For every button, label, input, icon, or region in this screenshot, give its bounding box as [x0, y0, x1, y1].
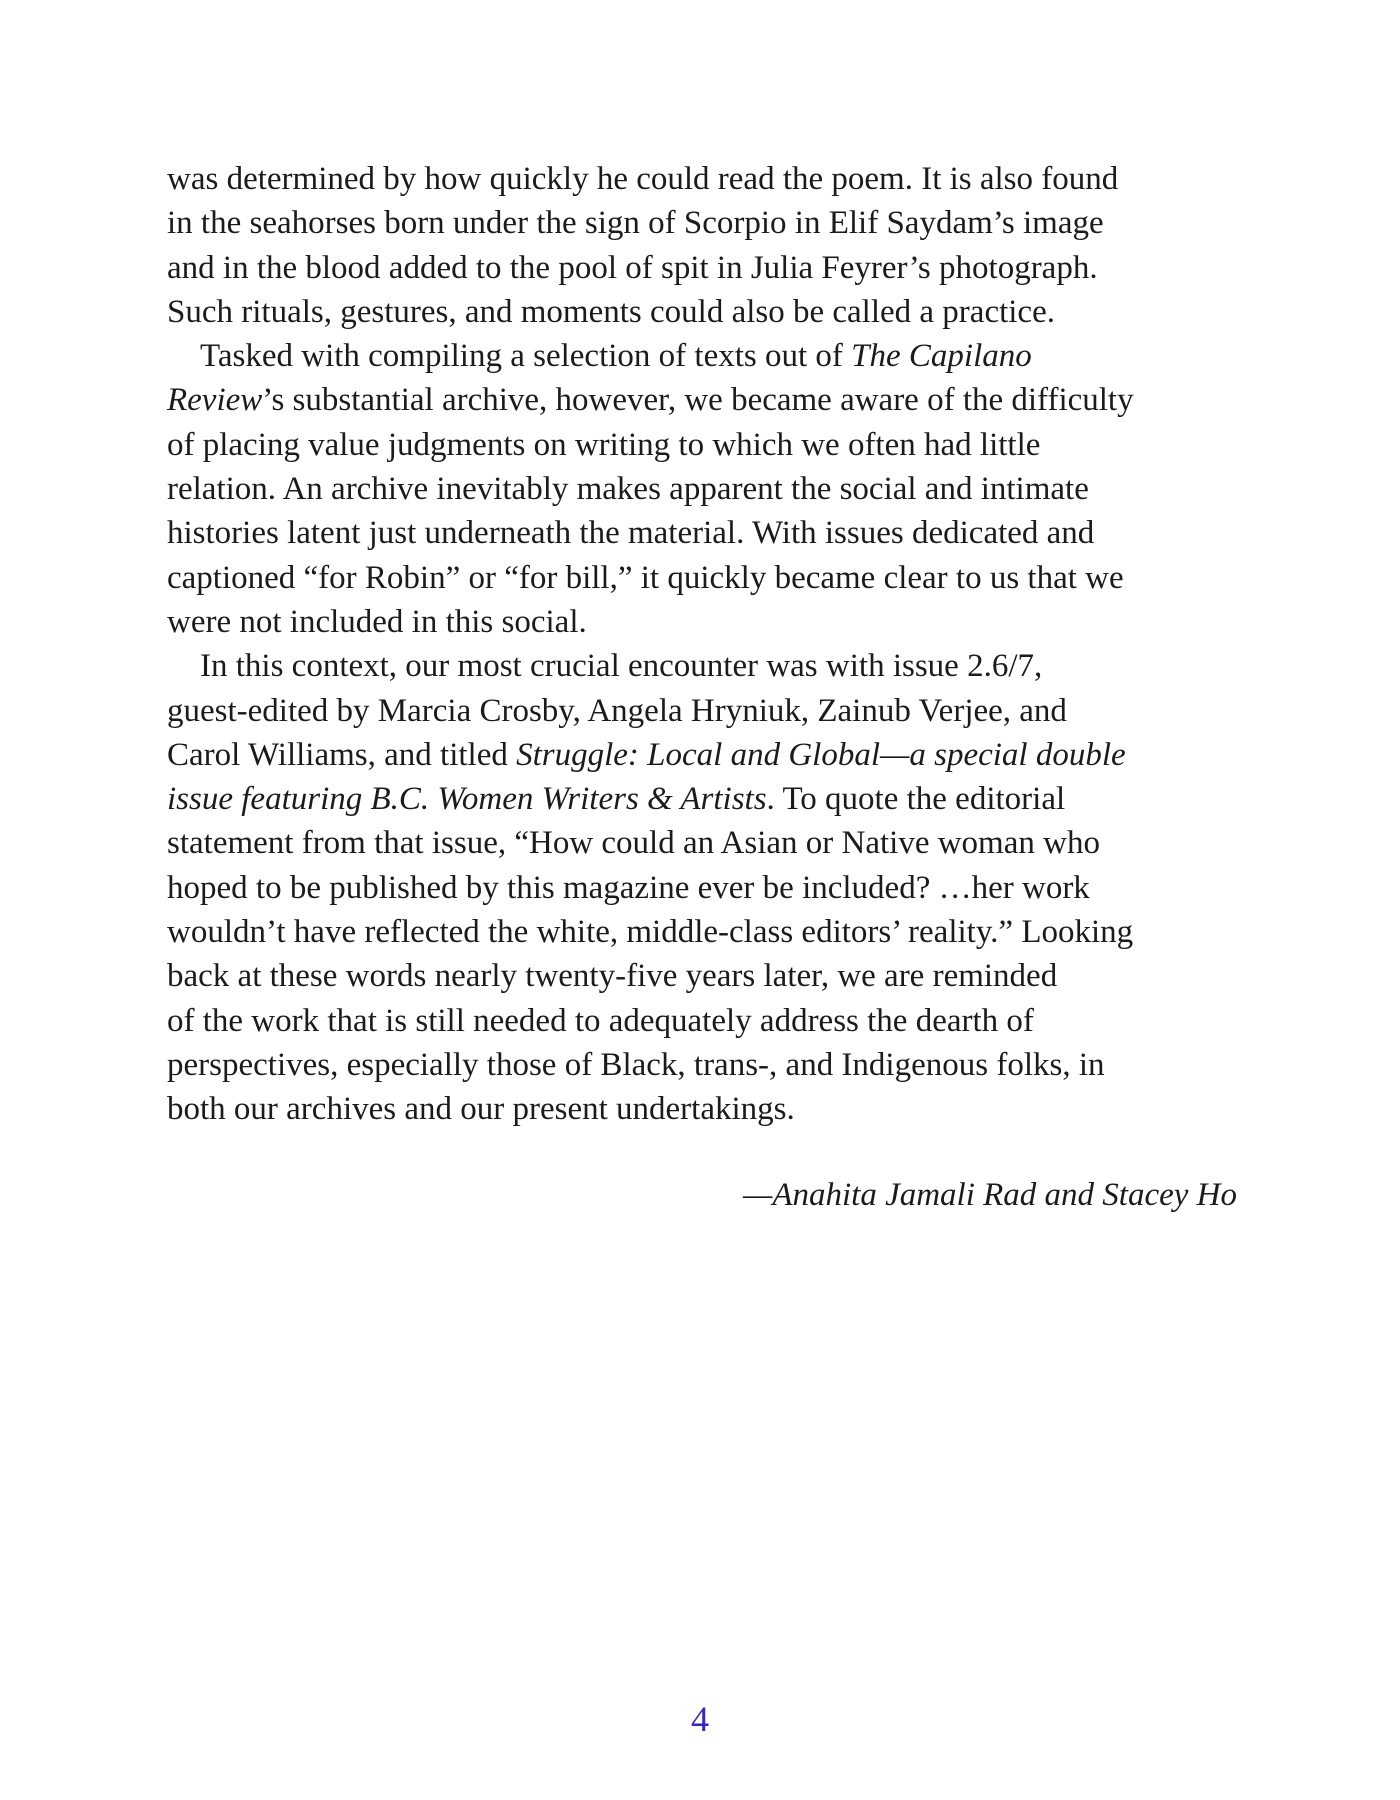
text-line: perspectives, especially those of Black, trans-, and Indigenous folks, in: [167, 1046, 1105, 1083]
text-line: [167, 777, 1252, 821]
text-line: hoped to be published by this magazine ever be included? …her work: [167, 869, 1090, 906]
text-line: and in the blood added to the pool of spit in Julia Feyrer’s photograph.: [167, 249, 1098, 286]
text-line: back at these words nearly twenty-five years later, we are reminded: [167, 958, 1058, 995]
line-segment-italic: Struggle: Local and Global—a special double: [516, 736, 1126, 773]
page-number: 4: [691, 1699, 709, 1739]
text-line: [167, 733, 1252, 777]
line-segment-italic: Review: [167, 382, 263, 419]
text-line: wouldn’t have reflected the white, middle-class editors’ reality.” Looking: [167, 914, 1134, 951]
line-segment: ’s substantial archive, however, we became aware of the difficulty: [262, 382, 1134, 419]
text-line: captioned “for Robin” or “for bill,” it quickly became clear to us that we: [167, 559, 1124, 596]
text-line: Such rituals, gestures, and moments could also be called a practice.: [167, 293, 1055, 330]
text-line: were not included in this social.: [167, 603, 587, 640]
text-line: of the work that is still needed to adequately address the dearth of: [167, 1002, 1034, 1039]
body-text: [167, 157, 1252, 1132]
text-line: histories latent just underneath the material. With issues dedicated and: [167, 515, 1095, 552]
attribution-line: —Anahita Jamali Rad and Stacey Ho: [742, 1177, 1237, 1213]
line-segment: Tasked with compiling a selection of texts out of: [200, 338, 852, 375]
text-line: was determined by how quickly he could read the poem. It is also found: [167, 161, 1119, 197]
text-line: In this context, our most crucial encounter was with issue 2.6/7,: [200, 648, 1043, 685]
text-line: in the seahorses born under the sign of Scorpio in Elif Saydam’s image: [167, 205, 1104, 242]
text-line: [167, 378, 1252, 422]
text-line: guest-edited by Marcia Crosby, Angela Hryniuk, Zainub Verjee, and: [167, 692, 1067, 729]
line-segment: Carol Williams, and titled: [167, 736, 517, 773]
text-line: statement from that issue, “How could an Asian or Native woman who: [167, 825, 1100, 862]
line-segment: . To quote the editorial: [766, 781, 1066, 818]
text-line: of placing value judgments on writing to which we often had little: [167, 426, 1041, 463]
line-segment-italic: The Capilano: [851, 338, 1032, 375]
text-line: both our archives and our present undertakings.: [167, 1091, 795, 1128]
text-line: [167, 334, 1252, 378]
text-line: relation. An archive inevitably makes apparent the social and intimate: [167, 471, 1089, 508]
line-segment-italic: issue featuring B.C. Women Writers & Artists: [167, 781, 767, 818]
